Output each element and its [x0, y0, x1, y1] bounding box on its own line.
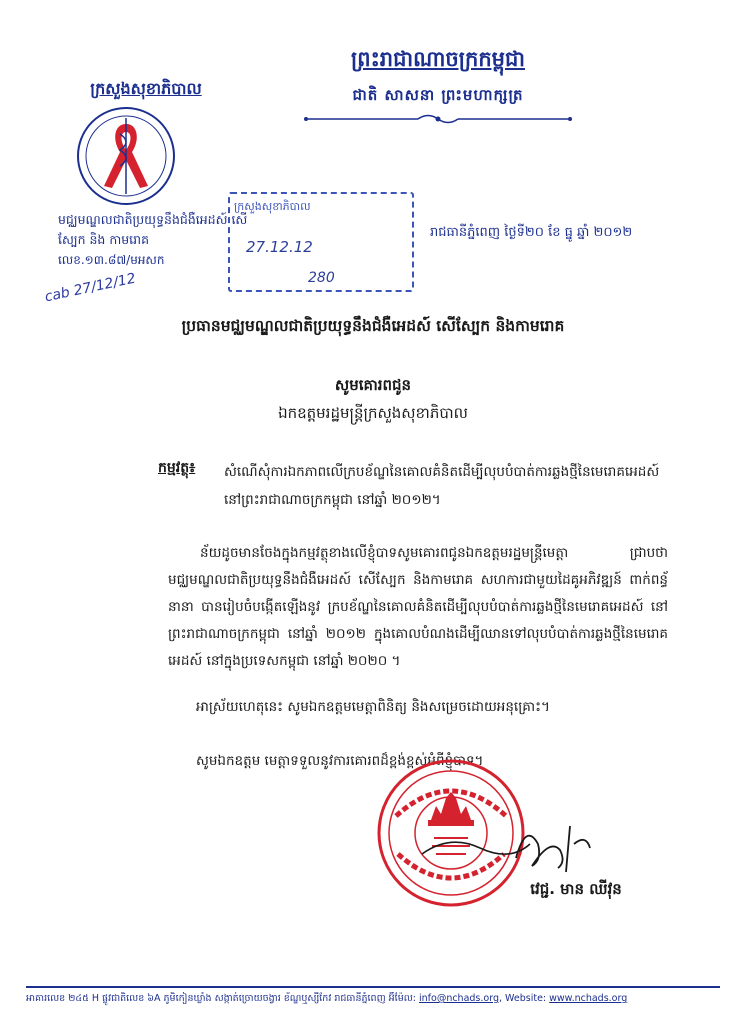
- red-ribbon-logo: [74, 104, 178, 208]
- handwritten-note: cab 27/12/12: [43, 270, 138, 306]
- signer-name: វេជ្ជ. មាន ឈីវុន: [530, 880, 622, 898]
- date-line: រាជធានីភ្នំពេញ ថ្ងៃទី២០ ខែ ធ្នូ ឆ្នាំ ២០១២: [430, 225, 633, 240]
- footer-email-link[interactable]: info@nchads.org: [419, 993, 499, 1004]
- center-name: មជ្ឈមណ្ឌលជាតិប្រយុទ្ធនឹងជំងឺអេដស៍ សើស្បែក និង កាមរោគ: [58, 212, 248, 247]
- kingdom-motto: ជាតិ សាសនា ព្រះមហាក្សត្រ: [352, 86, 524, 104]
- closing-regards: សូមឯកឧត្តម មេត្តាទទួលនូវការគោរពដ៏ខ្ពង់ខ្ពស់អំពីខ្ញុំបាទ។: [196, 753, 484, 769]
- receipt-stamp-number: 280: [308, 270, 335, 286]
- footer-address-text: អាគារលេខ ២៤៥ H ផ្លូវជាតិលេខ ៦A ភូមិកៀនឃ្លាំង សង្កាត់ច្រោយចង្វារ ខ័ណ្ឌឬស្សីកែវ រាជធានីភ្នំពេញ អ៊ីម៉ែល:: [26, 993, 419, 1004]
- receipt-stamp-header: ក្រសួងសុខាភិបាល: [234, 200, 311, 213]
- closing-request: អាស្រ័យហេតុនេះ សូមឯកឧត្តមមេត្តាពិនិត្យ និងសម្រេចដោយអនុគ្រោះ។: [196, 699, 550, 715]
- letter-respect: សូមគោរពជូន: [334, 376, 412, 394]
- ornament-divider-icon: [298, 112, 578, 126]
- footer-divider: [26, 986, 720, 988]
- subject-label: កម្មវត្ថុ៖: [158, 460, 196, 476]
- footer-website-link[interactable]: www.nchads.org: [549, 993, 628, 1004]
- letter-from: ប្រធានមជ្ឈមណ្ឌលជាតិប្រយុទ្ធនឹងជំងឺអេដស៍ សើស្បែក និងកាមរោគ: [181, 317, 565, 335]
- ministry-title: ក្រសួងសុខាភិបាល: [90, 79, 202, 98]
- kingdom-title: ព្រះរាជាណាចក្រកម្ពុជា: [350, 47, 525, 71]
- footer-address: [26, 992, 720, 1006]
- receipt-stamp-date: 27.12.12: [246, 238, 313, 256]
- footer-website-label: , Website:: [499, 993, 550, 1004]
- letter-recipient: ឯកឧត្តមរដ្ឋមន្ត្រីក្រសួងសុខាភិបាល: [278, 404, 468, 422]
- subject-text: សំណើសុំការឯកភាពលើក្របខ័ណ្ឌនៃគោលគំនិតដើម្បីលុបបំបាត់ការឆ្លងថ្មីនៃមេរោគអេដស៍នៅព្រះរាជាណាចក្រកម្ពុជា នៅឆ្នាំ ២០១២។: [224, 464, 660, 508]
- letter-body: ន័យដូចមានចែងក្នុងកម្មវត្ថុខាងលើខ្ញុំបាទសូមគោរពជូនឯកឧត្តមរដ្ឋមន្ត្រីមេត្តា ជ្រាបថា មជ្ឈមណ្ឌលជាតិប្រយុទ្ធនឹងជំងឺអេដស៍ សើស្បែក និងកាមរោគ សហការជាមួយដៃគូអភិវឌ្ឍន៍ ពាក់ពន្ធ័នានា បានរៀបចំបង្កើតឡើងនូវ ក្របខ័ណ្ឌនៃគោលគំនិតដើម្បីលុបបំបាត់ការឆ្លងថ្មីនៃមេរោគអេដស៍ នៅព្រះរាជាណាចក្រកម្ពុជា នៅឆ្នាំ ២០១២ ក្នុងគោលបំណងដើម្បីឈានទៅលុបបំបាត់ការឆ្លងថ្មីនៃមេរោគអេដស៍ នៅក្នុងប្រទេសកម្ពុជា នៅឆ្នាំ ២០២០ ។: [168, 545, 668, 669]
- reference-number: លេខ.១៣.៨៧/មអសក: [58, 253, 165, 267]
- signature-icon: [420, 814, 600, 884]
